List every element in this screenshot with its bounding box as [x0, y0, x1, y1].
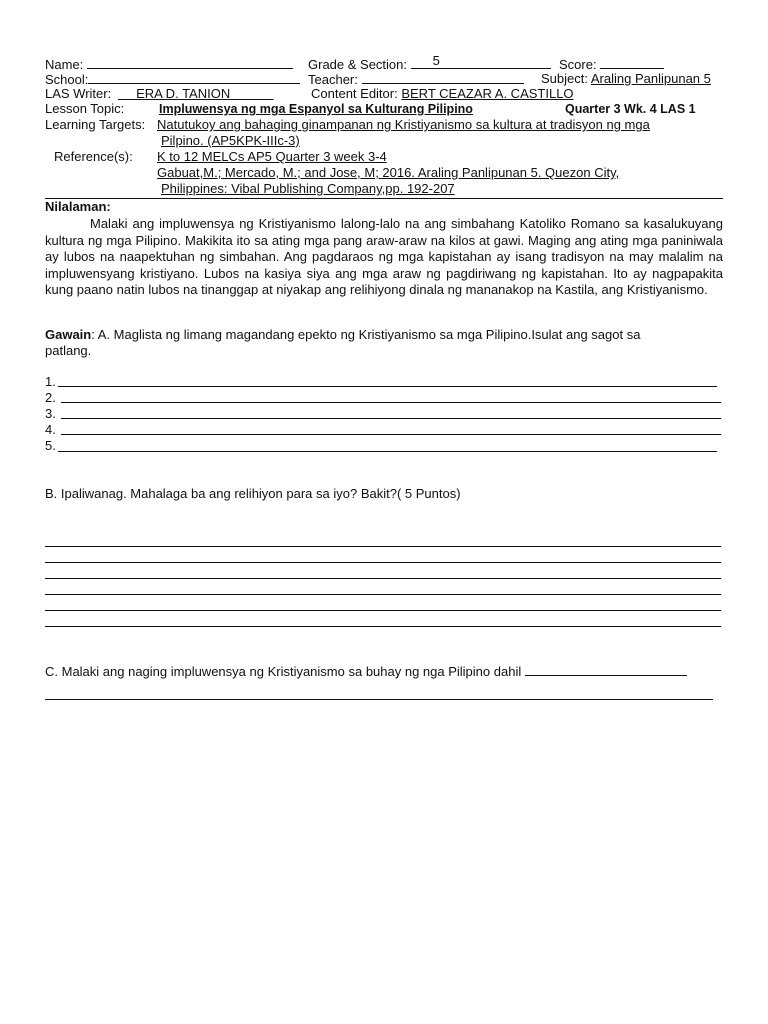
c-answer-inline[interactable]: [525, 663, 687, 676]
teacher-label: Teacher:: [308, 72, 358, 87]
targets-line-1: Natutukoy ang bahaging ginampanan ng Kristiyanismo sa kultura at tradisyon ng mga: [157, 117, 650, 132]
activity-b-question: B. Ipaliwanag. Mahalaga ba ang relihiyon para sa iyo? Bakit?( 5 Puntos): [45, 486, 461, 501]
reference-2b: Philippines: Vibal Publishing Company,pp. 192-207: [161, 181, 455, 196]
activity-a-line-1: [45, 327, 640, 343]
answer-number-2: 2.: [45, 390, 56, 405]
topic-value: Impluwensya ng mga Espanyol sa Kulturang Pilipino: [159, 102, 473, 116]
subject-value: Araling Panlipunan 5: [590, 71, 711, 86]
editor-row: [311, 86, 574, 102]
divider: [45, 198, 723, 199]
answer-line-4[interactable]: [61, 434, 721, 435]
name-label: Name:: [45, 57, 84, 72]
subject-row: [541, 71, 711, 87]
writer-name: ERA D. TANION: [136, 86, 231, 101]
school-field[interactable]: [88, 71, 300, 84]
references-label: Reference(s):: [54, 149, 133, 164]
targets-line-2: Pilpino. (AP5KPK-IIIc-3): [161, 133, 300, 148]
score-label: Score:: [559, 57, 597, 72]
activity-a-line-2: patlang.: [45, 343, 92, 358]
answer-number-3: 3.: [45, 406, 56, 421]
subject-label: Subject:: [541, 71, 588, 86]
name-field[interactable]: [87, 56, 293, 69]
answer-number-5: 5.: [45, 438, 56, 453]
quarter-value: Quarter 3 Wk. 4 LAS 1: [565, 102, 696, 116]
editor-label: Content Editor:: [311, 86, 398, 101]
grade-label: Grade & Section:: [308, 57, 407, 72]
activity-c-question: [45, 663, 687, 680]
writer-value: [118, 86, 290, 102]
grade-value: 5: [432, 53, 440, 68]
b-answer-line-1[interactable]: [45, 546, 721, 547]
activity-label: Gawain: [45, 327, 92, 342]
answer-number-1: 1.: [45, 374, 56, 389]
answer-line-5[interactable]: [58, 451, 717, 452]
editor-value: BERT CEAZAR A. CASTILLO: [401, 86, 574, 101]
b-answer-line-3[interactable]: [45, 578, 721, 579]
grade-field[interactable]: [411, 53, 551, 69]
score-field[interactable]: [600, 56, 664, 69]
reference-2a: Gabuat,M.; Mercado, M.; and Jose, M; 2016. Araling Panlipunan 5. Quezon City,: [157, 165, 620, 180]
activity-a-text: : A. Maglista ng limang magandang epekto ng Kristiyanismo sa mga Pilipino.Isulat ang sagot sa: [91, 327, 641, 342]
answer-line-2[interactable]: [61, 402, 721, 403]
reference-1: K to 12 MELCs AP5 Quarter 3 week 3-4: [157, 149, 387, 164]
answer-line-3[interactable]: [61, 418, 721, 419]
topic-label: Lesson Topic:: [45, 101, 125, 116]
teacher-field[interactable]: [362, 71, 524, 84]
answer-number-4: 4.: [45, 422, 56, 437]
school-label: School:: [45, 72, 89, 87]
targets-label: Learning Targets:: [45, 117, 146, 132]
b-answer-line-2[interactable]: [45, 562, 721, 563]
b-answer-line-5[interactable]: [45, 610, 721, 611]
answer-line-1[interactable]: [58, 386, 717, 387]
b-answer-line-6[interactable]: [45, 626, 721, 627]
writer-label: LAS Writer:: [45, 86, 112, 101]
content-paragraph: Malaki ang impluwensya ng Kristiyanismo lalong-lalo na ang simbahang Katoliko Romano sa kasalukuyang kultura ng mga Pilipino. Makikita ito sa ating mga pang araw-araw na kilos at gawi. Maging ang ating mga paniniwala ay lubos na naapektuhan ng simbahan. Ang pagdaraos ng mga kapistahan ay isang tradisyon na may malalim na impluwensyang kristiyano. Lubos na kasiya siya ang mga araw ng pagdiriwang ng kapistahan. Ito ay nagpapakita kung paano natin lubos na tinanggap at niyakap ang relihiyong dinala ng mananakop na Kastila, ang Kristiyanismo.: [45, 216, 723, 297]
topic-line: [159, 101, 713, 117]
activity-c-text: C. Malaki ang naging impluwensya ng Kristiyanismo sa buhay ng nga Pilipino dahil: [45, 664, 522, 679]
content-heading: Nilalaman:: [45, 199, 111, 214]
b-answer-line-4[interactable]: [45, 594, 721, 595]
c-answer-line[interactable]: [45, 699, 713, 700]
